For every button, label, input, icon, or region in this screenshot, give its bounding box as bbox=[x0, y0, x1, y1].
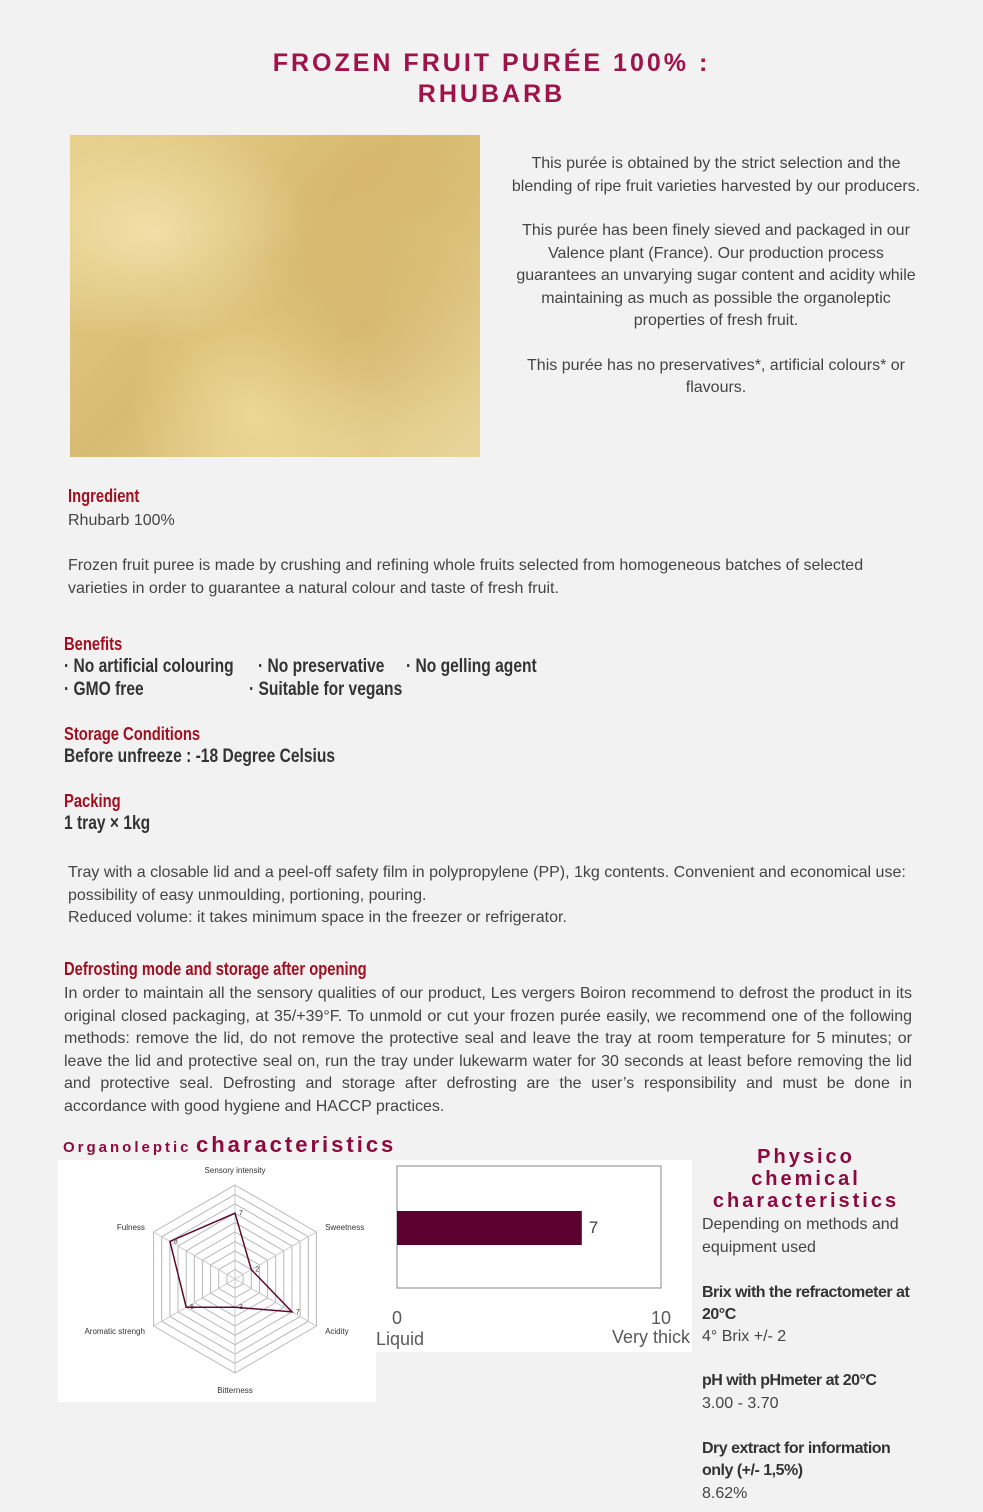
defrosting-heading: Defrosting mode and storage after opening bbox=[64, 959, 367, 979]
benefit-item: · No gelling agent bbox=[406, 656, 537, 677]
benefit-item: · No artificial colouring bbox=[64, 656, 234, 677]
title-line-1: FROZEN FRUIT PURÉE 100% : bbox=[272, 49, 711, 77]
radar-axis-label: Sweetness bbox=[325, 1223, 365, 1232]
packing-heading: Packing bbox=[64, 791, 121, 811]
benefit-item: · Suitable for vegans bbox=[249, 679, 403, 700]
ingredient-value: Rhubarb 100% bbox=[68, 512, 175, 529]
physico-note: Depending on methods and equipment used bbox=[702, 1216, 899, 1256]
defrosting-text: In order to maintain all the sensory qualities of our product, Les vergers Boiron recommend to defrost the product in its original closed packaging, at 35/+39°F. To unmold or cut your frozen purée easily, we recommend one of the following methods: remove the lid, do not remove the protective seal and leave the tray at room temperature for 5 minutes; or leave the lid and protective seal on, run the tray under lukewarm water for 30 seconds at least before removing the lid and protective seal. Defrosting and storage after defrosting are the user’s responsibility and must be done in accordance with good hygiene and HACCP practices. bbox=[64, 985, 912, 1115]
radar-axis-label: Fulness bbox=[116, 1223, 145, 1232]
radar-chart bbox=[58, 1160, 376, 1402]
radar-value-label: 8 bbox=[173, 1238, 178, 1246]
benefit-item: · No preservative bbox=[258, 656, 385, 677]
brix-label: Brix with the refractometer at 20°C bbox=[702, 1284, 910, 1323]
dry-extract-value: 8.62% bbox=[702, 1485, 748, 1502]
intro-paragraph-3: This purée has no preservatives*, artificial colours* or flavours. bbox=[527, 356, 905, 396]
ph-value: 3.00 - 3.70 bbox=[702, 1395, 779, 1412]
scale-end-label-thick: Very thick bbox=[611, 1327, 690, 1347]
packing-description: Tray with a closable lid and a peel-off safety film in polypropylene (PP), 1kg contents. Convenient and economical use: possibility of easy unmoulding, portioning, pouring. bbox=[68, 864, 906, 904]
bar-value-label: 7 bbox=[588, 1218, 599, 1237]
radar-value-label: 2 bbox=[255, 1266, 260, 1274]
intro-paragraph-1: This purée is obtained by the strict selection and the blending of ripe fruit varieties harvested by our producers. bbox=[511, 155, 921, 195]
intro-text bbox=[510, 153, 922, 422]
scale-end-label-liquid: Liquid bbox=[376, 1329, 425, 1349]
product-photo bbox=[70, 135, 480, 457]
radar-value-label: 7 bbox=[295, 1308, 300, 1316]
packing-volume-note: Reduced volume: it takes minimum space in the freezer or refrigerator. bbox=[68, 909, 567, 926]
x-tick-label: 10 bbox=[650, 1308, 672, 1328]
storage-heading: Storage Conditions bbox=[64, 724, 201, 744]
ph-label: pH with pHmeter at 20°C bbox=[702, 1372, 877, 1389]
dry-extract-label: Dry extract for information only (+/- 1,5%) bbox=[702, 1440, 891, 1479]
intro-paragraph-2: This purée has been finely sieved and packaged in our Valence plant (France). Our production process guarantees an unvarying sugar content and acidity while maintaining as much as possible the organoleptic properties of fresh fruit. bbox=[516, 222, 916, 329]
radar-chart-panel bbox=[58, 1160, 376, 1402]
radar-axis-label: Aromatic strengh bbox=[84, 1327, 145, 1336]
bar-chart-panel bbox=[376, 1160, 692, 1352]
ingredient-description: Frozen fruit puree is made by crushing and refining whole fruits selected from homogeneous batches of selected varieties in order to guarantee a natural colour and taste of fresh fruit. bbox=[68, 557, 864, 597]
texture-bar-chart bbox=[376, 1160, 692, 1352]
ingredient-heading: Ingredient bbox=[68, 486, 140, 506]
radar-axis-label: Acidity bbox=[325, 1327, 349, 1336]
organoleptic-title bbox=[63, 1132, 396, 1158]
packing-value: 1 tray × 1kg bbox=[64, 813, 151, 834]
x-tick-label: 0 bbox=[391, 1308, 403, 1328]
texture-bar bbox=[397, 1211, 582, 1245]
radar-value-label: 6 bbox=[190, 1304, 195, 1312]
organoleptic-title-big: characteristics bbox=[195, 1132, 397, 1157]
title-line-2: RHUBARB bbox=[417, 80, 566, 108]
benefit-item: · GMO free bbox=[64, 679, 144, 700]
benefits-heading: Benefits bbox=[64, 634, 123, 654]
storage-value: Before unfreeze : -18 Degree Celsius bbox=[64, 746, 336, 767]
brix-value: 4° Brix +/- 2 bbox=[702, 1328, 787, 1345]
radar-value-label: 3 bbox=[239, 1304, 243, 1312]
radar-axis-label: Bitterness bbox=[217, 1386, 253, 1395]
page-title bbox=[0, 48, 983, 110]
organoleptic-title-small: Organoleptic bbox=[63, 1139, 192, 1156]
radar-value-label: 7 bbox=[239, 1210, 243, 1218]
physico-title: Physico chemical characteristics bbox=[712, 1146, 900, 1212]
radar-axis-label: Sensory intensity bbox=[204, 1166, 266, 1175]
